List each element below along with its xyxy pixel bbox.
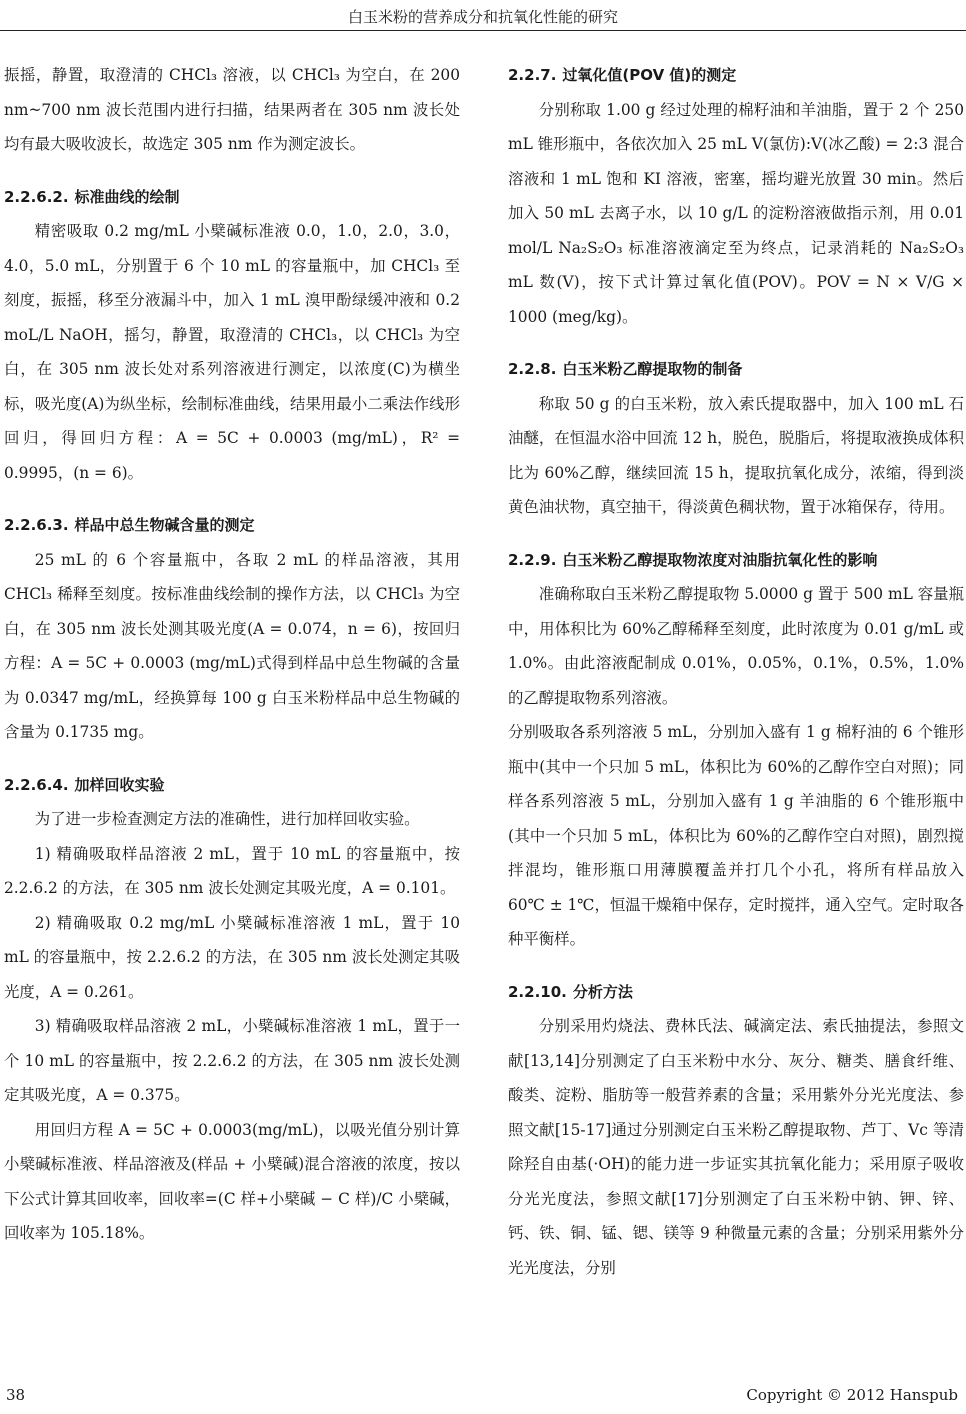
section-number: 2.2.10. xyxy=(508,982,567,1001)
section-number: 2.2.6.3. xyxy=(4,516,69,534)
section-heading-2263 xyxy=(4,508,460,543)
section-title: 白玉米粉乙醇提取物的制备 xyxy=(562,360,743,378)
list-item: 2) 精确吸取 0.2 mg/mL 小檗碱标准溶液 1 mL，置于 10 mL 的容量瓶中，按 2.2.6.2 的方法，在 305 nm 波长处测定其吸光度，A = 0.261。 xyxy=(4,913,460,1001)
section-number: 2.2.9. xyxy=(508,550,557,569)
paragraph: 称取 50 g 的白玉米粉，放入索氏提取器中，加入 100 mL 石油醚，在恒温水浴中回流 12 h，脱色，脱脂后，将提取液换成体积比为 60%乙醇，继续回流 15 h，提取抗氧化成分，浓缩，得到淡黄色油状物，真空抽干，得淡黄色稠状物，置于冰箱保存，待用。 xyxy=(508,394,964,516)
left-column xyxy=(4,58,460,1251)
section-title: 过氧化值(POV 值)的测定 xyxy=(562,66,737,84)
paragraph: 精密吸取 0.2 mg/mL 小檗碱标准液 0.0，1.0，2.0，3.0，4.0，5.0 mL，分别置于 6 个 10 mL 的容量瓶中，加 CHCl₃ 至刻度，振摇，移至分液漏斗中，加入 1 mL 溴甲酚绿缓冲液和 0.2 moL/L NaOH，摇匀，静置，取澄清的 CHCl₃，以 CHCl₃ 为空白，在 305 nm 波长处对系列溶液进行测定，以浓度(C)为横坐标，吸光度(A)为纵坐标，绘制标准曲线，结果用最小二乘法作线形回归，得回归方程：A = 5C + 0.0003 (mg/mL)，R² = 0.9995，(n = 6)。 xyxy=(4,222,460,482)
section-number: 2.2.8. xyxy=(508,360,557,378)
paragraph: 分别吸取各系列溶液 5 mL，分别加入盛有 1 g 棉籽油的 6 个锥形瓶中(其中一个只加 5 mL，体积比为 60%的乙醇作空白对照)；同样各系列溶液 5 mL，分别加入盛有 1 g 羊油脂的 6 个锥形瓶中(其中一个只加 5 mL，体积比为 60%的乙醇作空白对照)，剧烈搅拌混均，锥形瓶口用薄膜覆盖并打几个小孔，将所有样品放入 60℃ ± 1℃，恒温干燥箱中保存，定时搅拌，通入空气。定时取各种平衡样。 xyxy=(508,723,964,948)
section-title: 加样回收实验 xyxy=(74,775,165,794)
section-heading-229 xyxy=(508,543,964,578)
paragraph: 分别采用灼烧法、费林氏法、碱滴定法、索氏抽提法，参照文献[13,14]分别测定了白玉米粉中水分、灰分、糖类、膳食纤维、酸类、淀粉、脂肪等一般营养素的含量；采用紫外分光光度法、参照文献[15-17]通过分别测定白玉米粉乙醇提取物、芦丁、Vc 等清除羟自由基(·OH)的能力进一步证实其抗氧化能力；采用原子吸收分光光度法，参照文献[17]分别测定了白玉米粉中钠、钾、锌、钙、铁、铜、锰、锶、镁等 9 种微量元素的含量；分别采用紫外分光光度法，分别 xyxy=(508,1017,964,1277)
section-number: 2.2.6.2. xyxy=(4,187,69,206)
paragraph: 25 mL 的 6 个容量瓶中，各取 2 mL 的样品溶液，其用 CHCl₃ 稀释至刻度。按标准曲线绘制的操作方法，以 CHCl₃ 为空白，在 305 nm 波长处测其吸光度(A = 0.074，n = 6)，按回归方程：A = 5C + 0.0003 (mg/mL)式得到样品中总生物碱的含量为 0.0347 mg/mL，经换算每 100 g 白玉米粉样品中总生物碱的含量为 0.1735 mg。 xyxy=(4,550,460,741)
section-heading-2262 xyxy=(4,180,460,215)
section-number: 2.2.7. xyxy=(508,66,557,84)
section-heading-227 xyxy=(508,58,964,93)
section-number: 2.2.6.4. xyxy=(4,775,69,794)
right-column xyxy=(508,58,964,1285)
section-heading-2264 xyxy=(4,768,460,803)
section-heading-228 xyxy=(508,352,964,387)
section-title: 白玉米粉乙醇提取物浓度对油脂抗氧化性的影响 xyxy=(562,550,878,569)
paragraph: 分别称取 1.00 g 经过处理的棉籽油和羊油脂，置于 2 个 250 mL 锥形瓶中，各依次加入 25 mL V(氯仿):V(冰乙酸) = 2:3 混合溶液和 1 mL 饱和 KI 溶液，密塞，摇均避光放置 30 min。然后加入 50 mL 去离子水，以 10 g/L 的淀粉溶液做指示剂，用 0.01 mol/L Na₂S₂O₃ 标准溶液滴定至为终点，记录消耗的 Na₂S₂O₃ mL 数(V)，按下式计算过氧化值(POV)。POV = N × V/G × 1000 (meg/kg)。 xyxy=(508,100,964,326)
section-title: 标准曲线的绘制 xyxy=(74,187,180,206)
paragraph: 为了进一步检查测定方法的准确性，进行加样回收实验。 xyxy=(34,810,420,828)
list-item: 1) 精确吸取样品溶液 2 mL，置于 10 mL 的容量瓶中，按 2.2.6.2 的方法，在 305 nm 波长处测定其吸光度，A = 0.101。 xyxy=(4,844,460,897)
copyright-notice: Copyright © 2012 Hanspub xyxy=(746,1386,958,1404)
list-item: 3) 精确吸取样品溶液 2 mL，小檗碱标准溶液 1 mL，置于一个 10 mL 的容量瓶中，按 2.2.6.2 的方法，在 305 nm 波长处测定其吸光度，A = 0.375。 xyxy=(4,1017,460,1104)
header-rule xyxy=(0,30,966,31)
page-number: 38 xyxy=(6,1386,26,1404)
section-title: 分析方法 xyxy=(572,982,633,1001)
paragraph: 准确称取白玉米粉乙醇提取物 5.0000 g 置于 500 mL 容量瓶中，用体积比为 60%乙醇稀释至刻度，此时浓度为 0.01 g/mL 或 1.0%。由此溶液配制成 0.01%，0.05%，0.1%，0.5%，1.0%的乙醇提取物系列溶液。 xyxy=(508,585,964,707)
running-header: 白玉米粉的营养成分和抗氧化性能的研究 xyxy=(347,8,618,26)
paragraph: 振摇，静置，取澄清的 CHCl₃ 溶液，以 CHCl₃ 为空白，在 200 nm~700 nm 波长范围内进行扫描，结果两者在 305 nm 波长处均有最大吸收波长，故选定 305 nm 作为测定波长。 xyxy=(4,66,460,153)
paragraph: 用回归方程 A = 5C + 0.0003(mg/mL)，以吸光值分别计算小檗碱标准液、样品溶液及(样品 + 小檗碱)混合溶液的浓度，按以下公式计算其回收率，回收率=(C 样+小檗碱 − C 样)/C 小檗碱，回收率为 105.18%。 xyxy=(4,1120,460,1242)
section-title: 样品中总生物碱含量的测定 xyxy=(74,516,255,534)
section-heading-2210 xyxy=(508,975,964,1010)
